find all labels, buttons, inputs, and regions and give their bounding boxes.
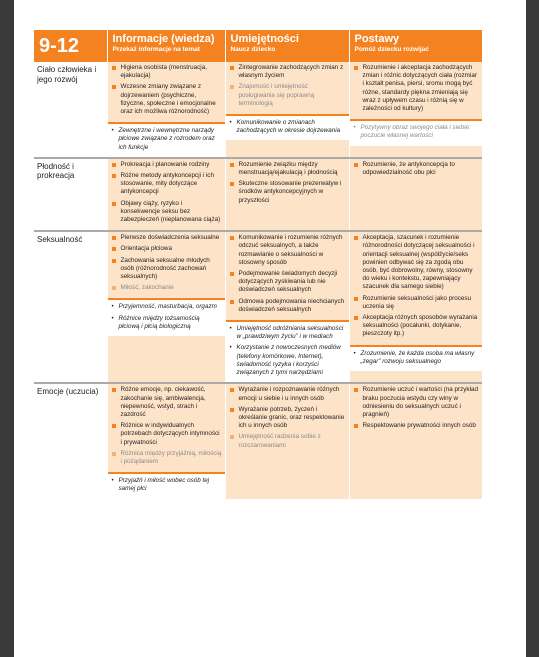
square-bullet-icon bbox=[112, 286, 116, 290]
additional-item bbox=[111, 303, 222, 311]
page-top-margin bbox=[14, 0, 526, 30]
additional-text: Komunikowanie o zmianach zachodzących w okresie dojrzewania bbox=[236, 119, 341, 135]
item-text: Komunikowanie i rozumienie różnych odczuć seksualnych, a także rozmawianie o seksualności w stosowny sposób bbox=[238, 234, 343, 266]
content-cell bbox=[349, 231, 482, 383]
item-text: Rozumienie seksualności jako procesu uczenia się bbox=[362, 294, 472, 310]
list-item bbox=[229, 234, 346, 267]
content-cell bbox=[107, 231, 225, 383]
square-bullet-icon bbox=[230, 236, 234, 240]
header-attitudes bbox=[349, 30, 482, 62]
square-bullet-icon bbox=[230, 163, 234, 167]
age-range-label: 9-12 bbox=[34, 30, 107, 62]
item-text: Miłość, zakochanie bbox=[120, 284, 174, 292]
item-text: Wczesne zmiany związane z dojrzewaniem (psychiczne, fizyczne, społeczne i emocjonalne oraz ich możliwa różnorodność) bbox=[120, 83, 216, 116]
additional-item bbox=[111, 315, 222, 331]
item-text: Akceptacja, szacunek i rozumienie różnorodności dotyczącej seksualności i orientacji seksualnej (współżycie/seks powinien odbywać się za zgodą obu osób, być dobrowolny, równy, stosowny do wieku i kontekstu, zapewniający szacunek dla samego siebie) bbox=[362, 234, 475, 291]
cell-items bbox=[226, 62, 349, 114]
content-cell bbox=[225, 158, 349, 231]
square-bullet-icon bbox=[112, 259, 116, 263]
list-item bbox=[353, 386, 480, 419]
list-item bbox=[111, 83, 222, 116]
list-item bbox=[229, 433, 346, 449]
additional-item bbox=[229, 325, 346, 341]
content-cell bbox=[225, 62, 349, 158]
additional-item bbox=[353, 350, 480, 366]
row-emotions bbox=[34, 383, 482, 498]
square-bullet-icon bbox=[230, 272, 234, 276]
square-bullet-icon bbox=[112, 424, 116, 428]
header-subtitle: Przekaż informacje na temat bbox=[112, 46, 200, 53]
square-bullet-icon bbox=[112, 174, 116, 178]
additional-text: Umiejętność odróżniania seksualności w „prawdziwym życiu” i w mediach bbox=[236, 325, 344, 341]
item-text: Rozumienie związku między menstruacją/ejakulacją i płodnością bbox=[238, 160, 338, 177]
list-item bbox=[111, 64, 222, 80]
square-bullet-icon bbox=[354, 424, 358, 428]
additional-item bbox=[229, 344, 346, 377]
square-bullet-icon bbox=[354, 388, 358, 392]
list-item bbox=[229, 386, 346, 402]
square-bullet-icon bbox=[354, 236, 358, 240]
additional-text: Pozytywny obraz swojego ciała i siebie: poczucie własnej wartości bbox=[360, 124, 471, 140]
cell-items bbox=[108, 232, 225, 298]
bullet-dot-icon: • bbox=[353, 349, 356, 357]
list-item bbox=[353, 314, 480, 339]
topic-label: Seksualność bbox=[34, 231, 107, 383]
list-item bbox=[353, 295, 480, 311]
square-bullet-icon bbox=[230, 85, 234, 89]
cell-items bbox=[350, 159, 483, 183]
bullet-dot-icon: • bbox=[229, 344, 232, 352]
cell-items bbox=[108, 159, 225, 230]
cell-items bbox=[108, 384, 225, 472]
square-bullet-icon bbox=[230, 408, 234, 412]
item-text: Orientacja płciowa bbox=[120, 245, 172, 253]
additional-topics bbox=[108, 472, 225, 498]
item-text: Rozumienie, że antykoncepcja to odpowiedzialność obu płci bbox=[362, 160, 455, 177]
item-text: Wyrażanie potrzeb, życzeń i określanie granic, oraz respektowanie ich u innych osób bbox=[238, 405, 345, 430]
item-text: Zintegrowanie zachodzących zmian z własnym życiem bbox=[238, 64, 344, 80]
topic-label: Płodność i prokreacja bbox=[34, 158, 107, 231]
content-cell bbox=[225, 231, 349, 383]
content-cell bbox=[107, 158, 225, 231]
item-text: Respektowanie prywatności innych osób bbox=[362, 422, 476, 430]
additional-topics bbox=[108, 298, 225, 336]
additional-item bbox=[111, 477, 222, 493]
header-title: Umiejętności bbox=[230, 33, 299, 45]
item-text: Higiena osobista (menstruacja, ejakulacja) bbox=[120, 64, 207, 80]
row-sexuality bbox=[34, 231, 482, 383]
square-bullet-icon bbox=[230, 435, 234, 439]
item-text: Różne metody antykoncepcji i ich stosowanie, mity dotyczące antykoncepcji bbox=[120, 172, 214, 196]
list-item bbox=[111, 234, 222, 242]
list-item bbox=[111, 422, 222, 447]
item-text: Różnica między przyjaźnią, miłością i pożądaniem bbox=[120, 449, 222, 465]
item-text: Prokreacja i planowanie rodziny bbox=[120, 160, 210, 168]
bullet-dot-icon: • bbox=[111, 314, 114, 322]
table-body bbox=[34, 62, 482, 499]
list-item bbox=[229, 270, 346, 295]
cell-items bbox=[350, 384, 483, 436]
list-item bbox=[353, 422, 480, 430]
square-bullet-icon bbox=[112, 163, 116, 167]
item-text: Różnice w indywidualnych potrzebach dotyczących intymności i prywatności bbox=[120, 422, 220, 446]
header-title: Postawy bbox=[354, 33, 400, 45]
item-text: Wyrażanie i rozpoznawanie różnych emocji u siebie i u innych osób bbox=[238, 386, 340, 402]
bullet-dot-icon: • bbox=[111, 477, 114, 485]
square-bullet-icon bbox=[112, 452, 116, 456]
bullet-dot-icon: • bbox=[111, 127, 114, 135]
additional-topics bbox=[226, 320, 349, 382]
additional-text: Zewnętrzne i wewnętrzne narządy płciowe związane z rozrodem oraz ich funkcje bbox=[118, 127, 215, 151]
row-body-development bbox=[34, 62, 482, 158]
list-item bbox=[229, 161, 346, 177]
additional-text: Różnice między tożsamością płciową i płcią biologiczną bbox=[118, 314, 200, 330]
list-item bbox=[111, 386, 222, 419]
additional-text: Zrozumienie, że każda osoba ma własny „zegar” rozwoju seksualnego bbox=[360, 349, 475, 365]
list-item bbox=[229, 298, 346, 314]
square-bullet-icon bbox=[230, 388, 234, 392]
list-item bbox=[229, 406, 346, 431]
list-item bbox=[229, 64, 346, 80]
additional-text: Korzystanie z nowoczesnych mediów (telefony komórkowe, Internet), świadomość ryzyka i korzyści związanych z tymi narzędziami bbox=[236, 344, 341, 377]
list-item bbox=[111, 257, 222, 282]
bullet-dot-icon: • bbox=[229, 325, 232, 333]
cell-items bbox=[350, 232, 483, 344]
table-header-row bbox=[34, 30, 482, 62]
content-cell bbox=[107, 383, 225, 498]
content-cell bbox=[349, 62, 482, 158]
item-text: Rozumienie uczuć i wartości (na przykład braku poczucia wstydu czy winy w odniesieniu do seksualnych uczuć i pragnień) bbox=[362, 386, 478, 418]
cell-items bbox=[350, 62, 483, 119]
item-text: Znajomość i umiejętność posługiwania się poprawną terminologią bbox=[238, 83, 315, 107]
additional-item bbox=[111, 127, 222, 152]
list-item bbox=[111, 450, 222, 466]
header-title: Informacje (wiedza) bbox=[112, 33, 215, 45]
list-item bbox=[229, 83, 346, 108]
square-bullet-icon bbox=[112, 85, 116, 89]
header-subtitle: Pomóż dziecku rozwijać bbox=[354, 46, 429, 53]
item-text: Umiejętność radzenia sobie z rozczarowaniami bbox=[238, 433, 321, 449]
item-text: Skuteczne stosowanie prezerwatyw i środków antykoncepcyjnych w przyszłości bbox=[238, 180, 342, 204]
additional-topics bbox=[350, 345, 483, 371]
list-item bbox=[353, 64, 480, 113]
item-text: Rozumienie i akceptacja zachodzących zmian i różnic dotyczących ciała (rozmiar i kształt penisa, piersi, sromu mogą być różne, standardy piękna zmieniają się wraz z upływem czasu i różnią się w zależności od kultury) bbox=[362, 64, 477, 113]
additional-topics bbox=[226, 114, 349, 140]
square-bullet-icon bbox=[354, 297, 358, 301]
additional-topics bbox=[350, 119, 483, 145]
square-bullet-icon bbox=[354, 163, 358, 167]
list-item bbox=[111, 284, 222, 292]
item-text: Podejmowanie świadomych decyzji dotyczących zyskiwania lub nie doświadczeń seksualnych bbox=[238, 270, 338, 294]
bullet-dot-icon: • bbox=[229, 119, 232, 127]
curriculum-table bbox=[34, 30, 483, 499]
square-bullet-icon bbox=[112, 247, 116, 251]
list-item bbox=[353, 234, 480, 291]
topic-label: Emocje (uczucia) bbox=[34, 383, 107, 498]
list-item bbox=[111, 172, 222, 197]
item-text: Zachowania seksualne młodych osób (różnorodność zachowań seksualnych) bbox=[120, 256, 210, 281]
list-item bbox=[111, 161, 222, 169]
square-bullet-icon bbox=[354, 66, 358, 70]
bullet-dot-icon: • bbox=[353, 124, 356, 132]
list-item bbox=[229, 180, 346, 205]
list-item bbox=[111, 245, 222, 253]
content-cell bbox=[107, 62, 225, 158]
cell-items bbox=[108, 62, 225, 122]
cell-items bbox=[226, 384, 349, 455]
cell-items bbox=[226, 232, 349, 320]
square-bullet-icon bbox=[230, 300, 234, 304]
square-bullet-icon bbox=[112, 66, 116, 70]
topic-label: Ciało człowieka i jego rozwój bbox=[37, 65, 97, 84]
row-fertility bbox=[34, 158, 482, 231]
additional-item bbox=[229, 119, 346, 135]
item-text: Różne emocje, np. ciekawość, zakochanie się, ambiwalencja, niepewność, wstyd, strach i zazdrość bbox=[120, 386, 206, 418]
list-item bbox=[353, 161, 480, 177]
content-cell bbox=[349, 383, 482, 498]
content-cell bbox=[225, 383, 349, 498]
item-text: Objawy ciąży, ryzyko i konsekwencje seksu bez zabezpieczeń (nieplanowana ciąża) bbox=[120, 199, 221, 224]
list-item bbox=[111, 200, 222, 225]
item-text: Akceptacja różnych sposobów wyrażania seksualności (pocałunki, dotykanie, pieszczoty itp.) bbox=[362, 314, 478, 338]
header-skills bbox=[225, 30, 349, 62]
additional-text: Przyjemność, masturbacja, orgazm bbox=[118, 303, 217, 311]
additional-text: Przyjaźń i miłość wobec osób tej samej płci bbox=[118, 477, 210, 493]
additional-topics bbox=[108, 122, 225, 157]
square-bullet-icon bbox=[112, 202, 116, 206]
header-subtitle: Naucz dziecko bbox=[230, 46, 276, 53]
content-cell bbox=[349, 158, 482, 231]
cell-items bbox=[226, 159, 349, 211]
square-bullet-icon bbox=[354, 316, 358, 320]
item-text: Pierwsze doświadczenia seksualne bbox=[120, 234, 220, 242]
item-text: Odmowa podejmowania niechcianych doświadczeń seksualnych bbox=[238, 297, 345, 313]
square-bullet-icon bbox=[230, 66, 234, 70]
square-bullet-icon bbox=[112, 236, 116, 240]
additional-item bbox=[353, 124, 480, 140]
header-knowledge bbox=[107, 30, 225, 62]
square-bullet-icon bbox=[112, 388, 116, 392]
square-bullet-icon bbox=[230, 182, 234, 186]
bullet-dot-icon: • bbox=[111, 303, 114, 311]
